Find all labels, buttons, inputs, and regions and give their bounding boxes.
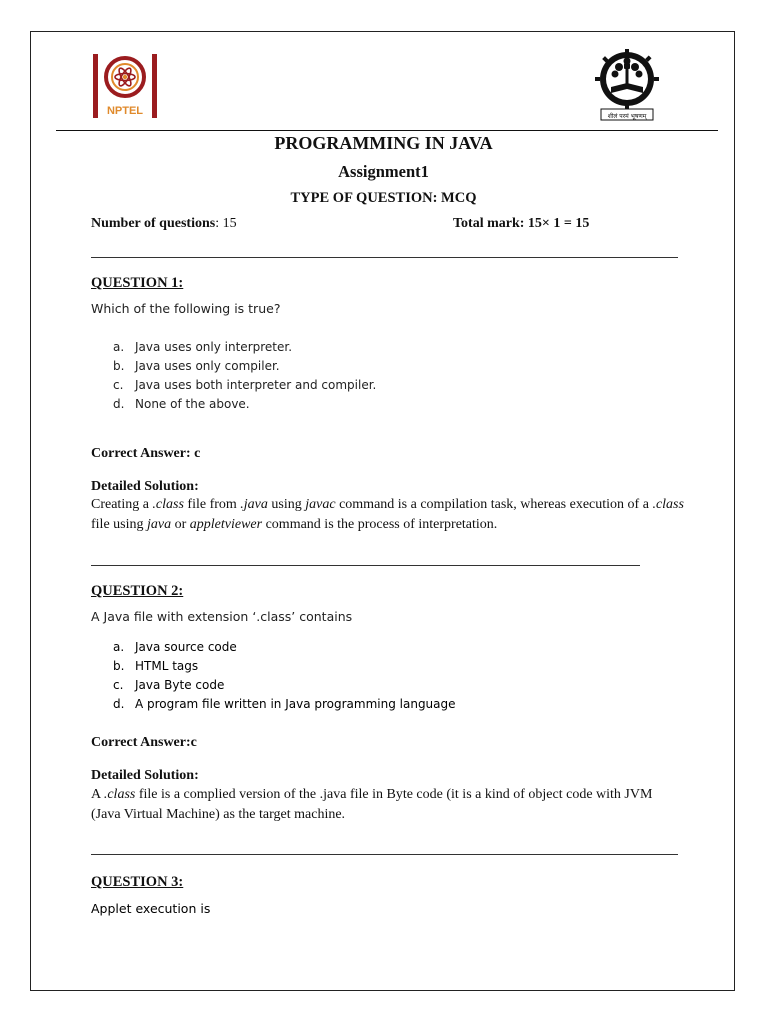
- question-2-heading: QUESTION 2:: [91, 583, 184, 599]
- solution-term: .java: [240, 497, 268, 512]
- option-text: Java uses only interpreter.: [135, 340, 293, 354]
- option-letter: d.: [113, 697, 125, 711]
- solution-term: javac: [305, 497, 336, 512]
- document-page: [30, 31, 735, 991]
- question-1-text: Which of the following is true?: [91, 301, 281, 316]
- solution-text: or: [171, 517, 190, 532]
- number-of-questions: [91, 216, 237, 232]
- question-2-options: [113, 638, 456, 714]
- number-of-questions-label: Number of questions: [91, 216, 216, 231]
- option-text: Java source code: [135, 640, 237, 654]
- option-letter: c.: [113, 678, 124, 692]
- question-3-heading: QUESTION 3:: [91, 874, 184, 890]
- question-2-text: A Java file with extension ‘.class’ contains: [91, 609, 353, 624]
- header-rule: [56, 130, 718, 131]
- option-letter: c.: [113, 378, 124, 392]
- question-1-heading: QUESTION 1:: [91, 275, 184, 291]
- option-b: [113, 357, 376, 376]
- solution-text: A: [91, 787, 104, 802]
- separator-line: [91, 854, 678, 855]
- option-letter: b.: [113, 659, 125, 673]
- solution-term: .class: [152, 497, 184, 512]
- solution-term: .class: [652, 497, 684, 512]
- solution-term: .class: [103, 787, 136, 802]
- option-d: [113, 395, 376, 414]
- solution-text: file is a complied version of the .java file in Byte code (it is a kind of object code with JVM (Java Virtual Machine) as the target machine.: [91, 787, 653, 822]
- separator-line: [91, 257, 678, 258]
- option-c: [113, 376, 376, 395]
- emblem-motto: शीलं परमं भूषणम्: [607, 113, 647, 120]
- number-of-questions-value: : 15: [215, 216, 237, 231]
- question-2-solution: [91, 785, 681, 825]
- assignment-title: Assignment1: [338, 162, 429, 181]
- option-text: Java uses both interpreter and compiler.: [135, 378, 377, 392]
- option-text: Java uses only compiler.: [135, 359, 280, 373]
- question-3-text: Applet execution is: [91, 901, 211, 916]
- solution-term: java: [147, 517, 172, 532]
- solution-text: file from: [183, 497, 241, 512]
- option-text: Java Byte code: [135, 678, 225, 692]
- question-1-solution-heading: Detailed Solution:: [91, 479, 199, 494]
- option-b: [113, 657, 456, 676]
- option-a: [113, 638, 456, 657]
- question-2-solution-heading: Detailed Solution:: [91, 768, 199, 783]
- option-letter: a.: [113, 340, 125, 354]
- question-1-solution: [91, 495, 691, 535]
- option-text: None of the above.: [135, 397, 250, 411]
- question-1-answer: Correct Answer: c: [91, 446, 201, 461]
- total-mark: Total mark: 15× 1 = 15: [453, 216, 590, 231]
- solution-text: file using: [91, 517, 147, 532]
- solution-text: command is the process of interpretation.: [262, 517, 498, 532]
- solution-term: appletviewer: [189, 517, 263, 532]
- nptel-logo: [92, 52, 158, 122]
- option-letter: a.: [113, 640, 125, 654]
- question-type: TYPE OF QUESTION: MCQ: [290, 190, 477, 206]
- separator-line: [91, 565, 640, 566]
- option-text: A program file written in Java programming language: [135, 697, 456, 711]
- course-title: PROGRAMMING IN JAVA: [274, 133, 493, 153]
- institute-emblem: [593, 49, 661, 123]
- solution-text: Creating a: [91, 497, 153, 512]
- option-d: [113, 695, 456, 714]
- solution-text: using: [267, 497, 306, 512]
- nptel-logo-text: NPTEL: [106, 105, 144, 117]
- question-1-options: [113, 338, 376, 414]
- solution-text: command is a compilation task, whereas execution of a: [335, 497, 653, 512]
- question-2-answer: Correct Answer:c: [91, 735, 197, 750]
- option-letter: d.: [113, 397, 125, 411]
- option-letter: b.: [113, 359, 125, 373]
- option-a: [113, 338, 376, 357]
- option-c: [113, 676, 456, 695]
- option-text: HTML tags: [135, 659, 199, 673]
